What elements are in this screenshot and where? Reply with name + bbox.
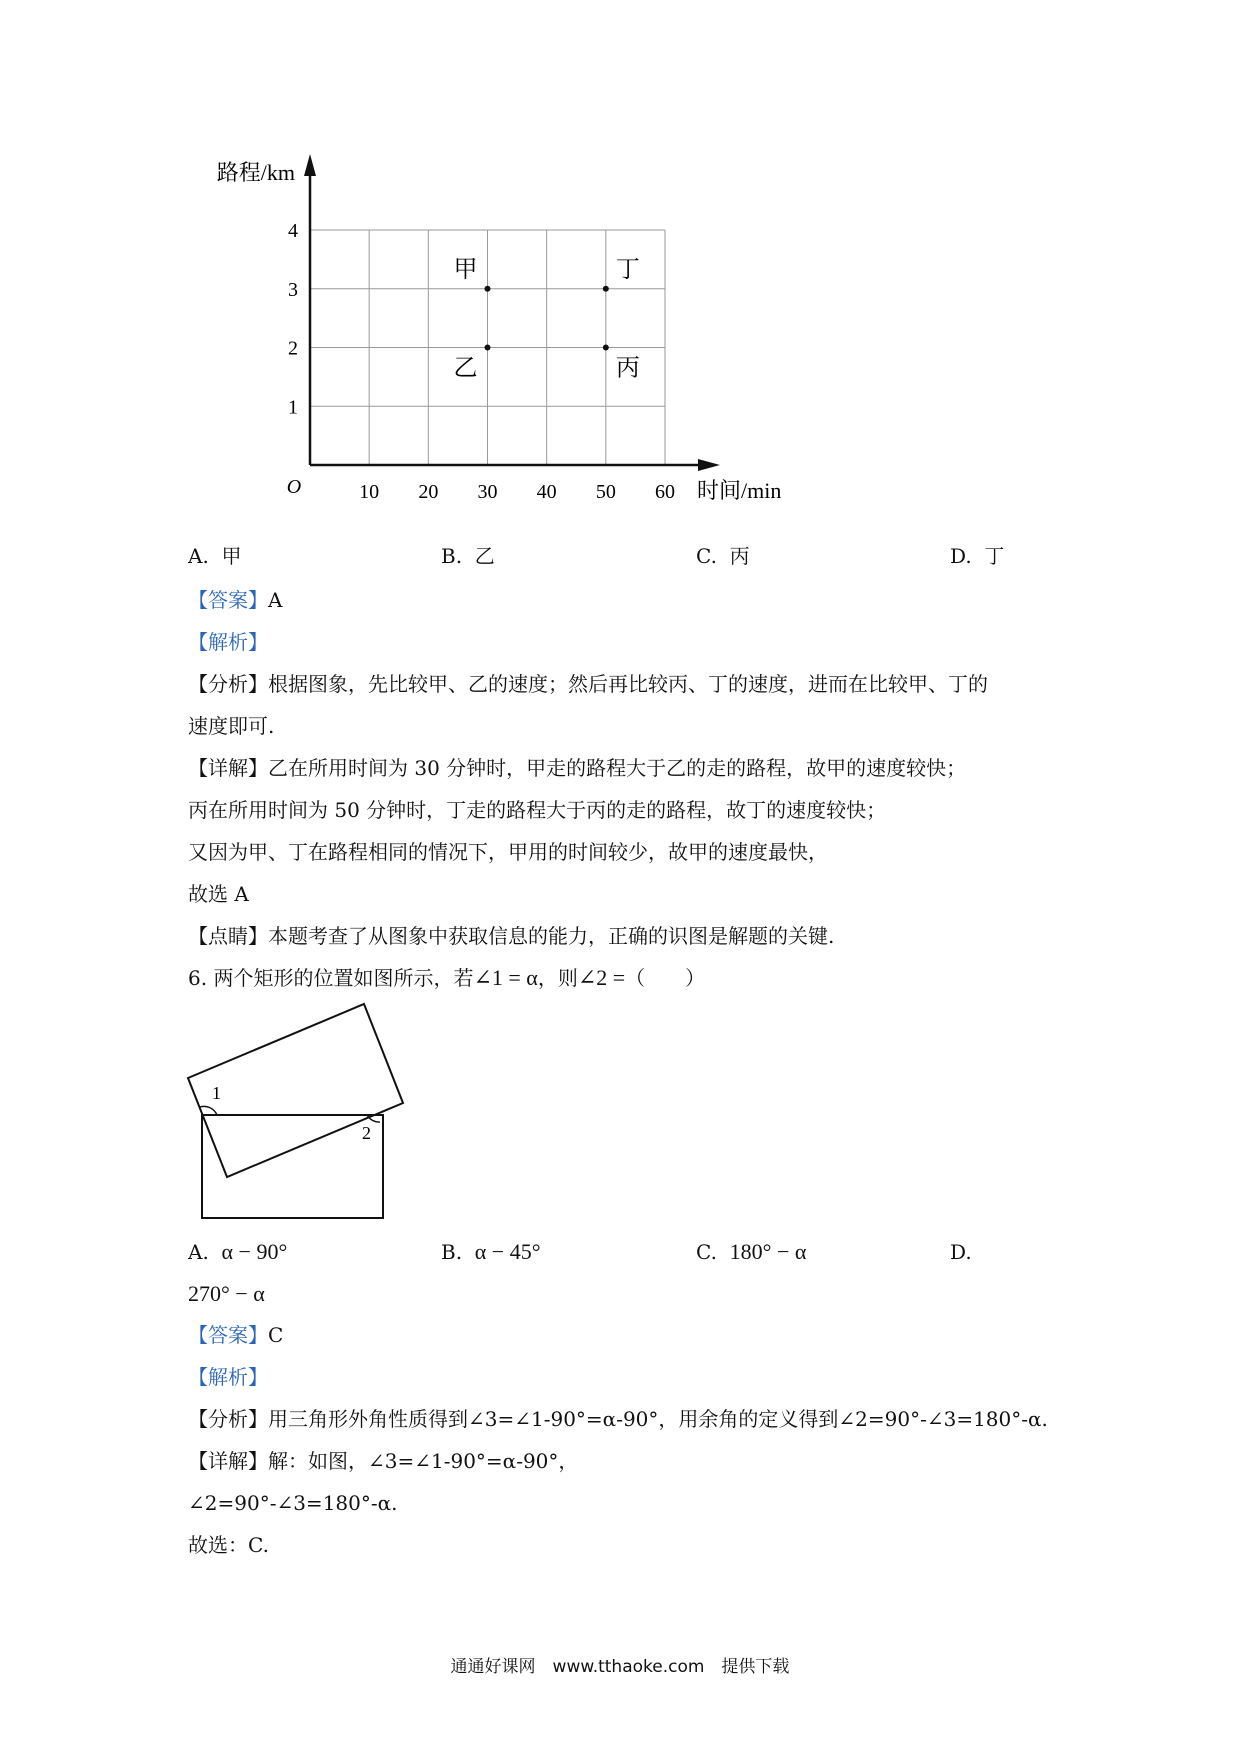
point-label: 乙 (453, 355, 478, 382)
data-point (603, 286, 609, 292)
origin-label: O (286, 476, 302, 498)
q6-option-c: C. 180° − α (696, 1239, 807, 1264)
q5-option-a: A. 甲 (188, 544, 242, 568)
x-axis-label: 时间/min (697, 478, 782, 503)
q5-xiangjie-line3: 又因为甲、丁在路程相同的情况下，甲用的时间较少，故甲的速度最快， (188, 840, 828, 864)
q5-xiangjie-line1: 【详解】乙在所用时间为 30 分钟时，甲走的路程大于乙的走的路程，故甲的速度较快； (188, 756, 967, 780)
q5-analysis-heading: 【解析】 (188, 630, 268, 654)
x-tick-label: 10 (359, 481, 380, 503)
x-tick-label: 40 (536, 481, 557, 503)
x-tick-label: 50 (595, 481, 616, 503)
q5-xiangjie-line2: 丙在所用时间为 50 分钟时，丁走的路程大于丙的走的路程，故丁的速度较快； (188, 798, 887, 822)
x-tick-label: 20 (418, 481, 439, 503)
data-point (485, 286, 491, 292)
x-tick-label: 60 (655, 481, 675, 503)
data-point (603, 345, 609, 351)
angle-1-label: 1 (212, 1083, 221, 1103)
data-point (485, 345, 491, 351)
point-label: 丙 (615, 355, 640, 382)
y-tick-label: 2 (288, 337, 298, 360)
q5-option-d: D. 丁 (950, 544, 1005, 568)
q6-fenxi: 【分析】用三角形外角性质得到∠3=∠1-90°=α-90°，用余角的定义得到∠2=90°-∠3=180°-α. (188, 1407, 1048, 1431)
two-rectangles-figure (180, 1000, 420, 1230)
q6-option-a: A. α − 90° (188, 1239, 288, 1264)
distance-time-chart (190, 150, 810, 520)
q5-fenxi-line2: 速度即可. (188, 714, 275, 738)
q6-xiangjie-line2: ∠2=90°-∠3=180°-α. (188, 1491, 398, 1515)
q6-xiangjie-line1: 【详解】解：如图，∠3=∠1-90°=α-90°， (188, 1449, 579, 1473)
q6-analysis-heading: 【解析】 (188, 1365, 268, 1389)
chart-axes (217, 154, 782, 503)
lower-rectangle (202, 1115, 383, 1218)
page-footer: 通通好课网 www.tthaoke.com 提供下载 (450, 1657, 790, 1677)
y-axis-arrow (304, 154, 316, 176)
angle-2-label: 2 (362, 1123, 371, 1143)
q5-dianjing: 【点睛】本题考查了从图象中获取信息的能力，正确的识图是解题的关键. (188, 924, 835, 948)
q6-option-d-letter: D. (950, 1240, 972, 1264)
point-label: 丁 (615, 256, 640, 283)
point-label: 甲 (453, 256, 478, 283)
x-tick-label: 30 (477, 481, 498, 503)
q6-xiangjie-line3: 故选：C. (188, 1533, 269, 1557)
q6-option-d-value: 270° − α (188, 1281, 265, 1306)
q5-fenxi-line1: 【分析】根据图象，先比较甲、乙的速度；然后再比较丙、丁的速度，进而在比较甲、丁的 (188, 672, 988, 696)
y-axis-label: 路程/km (216, 160, 295, 185)
q5-answer: 【答案】A (188, 588, 283, 612)
y-tick-label: 1 (288, 396, 298, 419)
q6-option-b: B. α − 45° (441, 1239, 541, 1264)
y-tick-label: 3 (288, 278, 298, 301)
x-axis-arrow (698, 459, 720, 471)
q6-stem: 6. 两个矩形的位置如图所示，若∠1 = α，则∠2 =（ ） (188, 965, 706, 990)
q5-xiangjie-line4: 故选 A (188, 882, 249, 906)
y-tick-label: 4 (288, 220, 298, 242)
q6-answer: 【答案】C (188, 1323, 284, 1347)
q5-option-c: C. 丙 (696, 544, 750, 568)
q5-option-b: B. 乙 (441, 544, 495, 568)
